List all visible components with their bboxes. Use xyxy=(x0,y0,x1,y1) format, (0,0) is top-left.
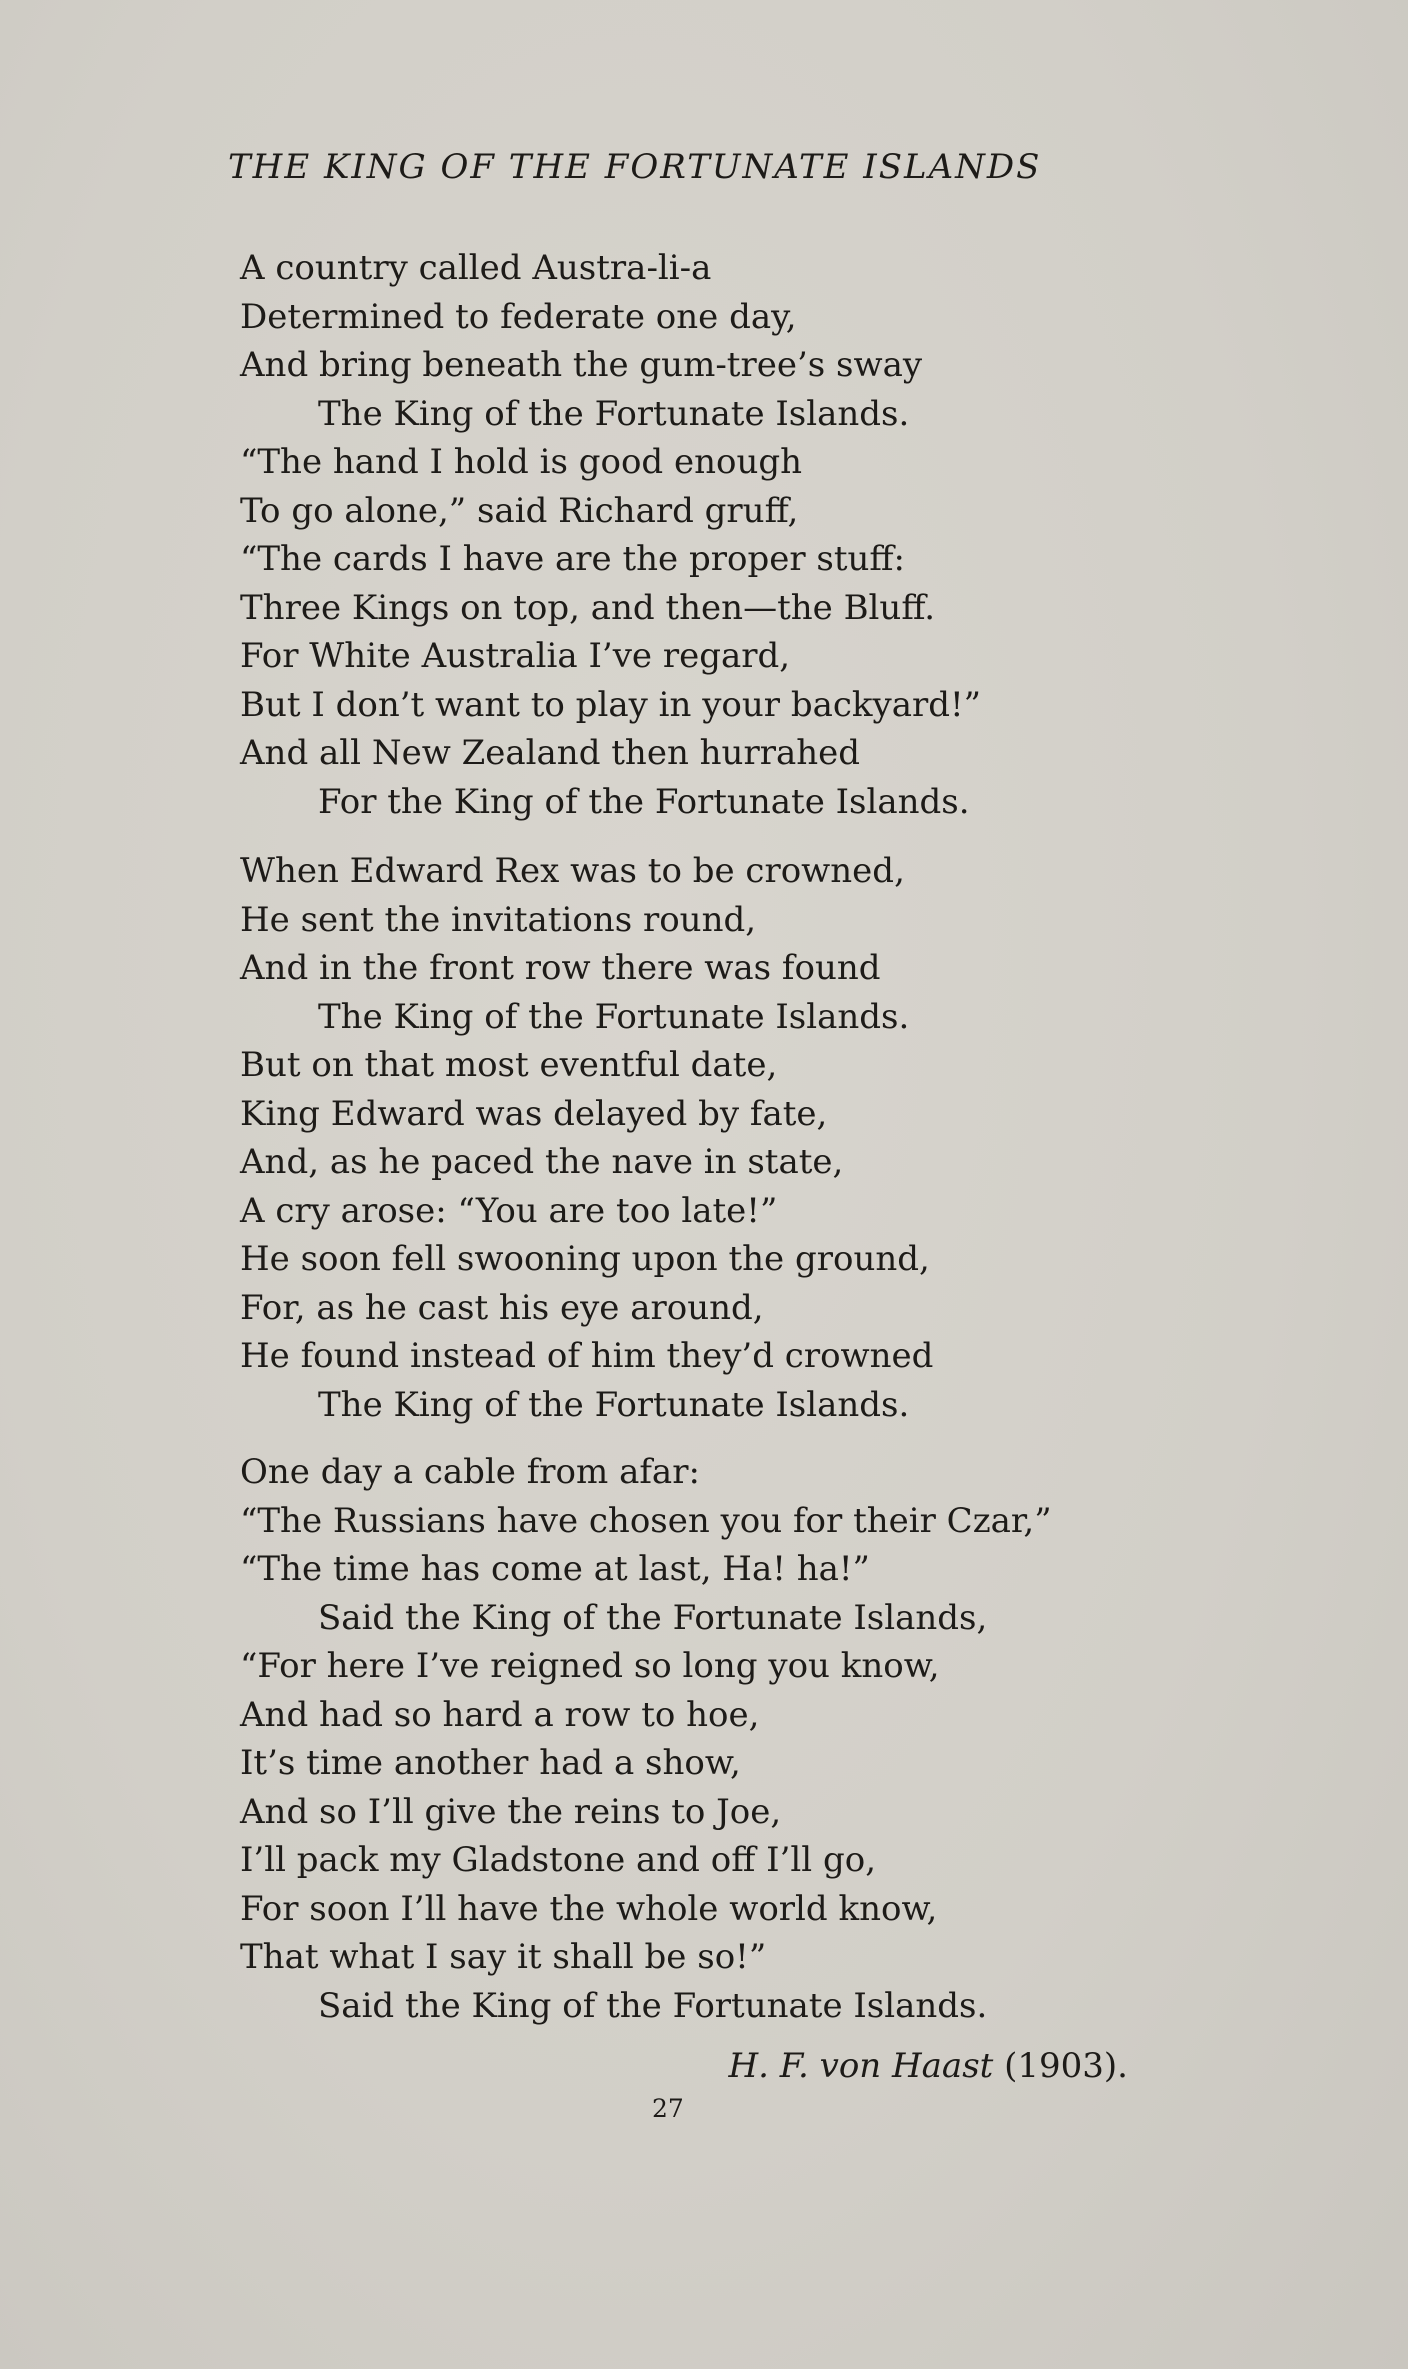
refrain-line: The King of the Fortunate Islands. xyxy=(318,1384,910,1425)
poem-line: He soon fell swooning upon the ground, xyxy=(240,1239,930,1279)
poem-line: When Edward Rex was to be crowned, xyxy=(240,851,905,891)
poem-line: “For here I’ve reigned so long you know, xyxy=(240,1646,940,1686)
publication-year: (1903). xyxy=(1004,2046,1128,2086)
poem-line: “The cards I have are the proper stuff: xyxy=(240,539,906,579)
refrain-line: Said the King of the Fortunate Islands, xyxy=(318,1597,988,1638)
poem-line: For, as he cast his eye around, xyxy=(240,1287,764,1328)
poem-line: One day a cable from afar: xyxy=(240,1452,700,1492)
poem-line: He sent the invitations round, xyxy=(240,899,757,940)
poem-line: To go alone,” said Richard gruff, xyxy=(240,490,799,531)
poem-line: I’ll pack my Gladstone and off I’ll go, xyxy=(240,1840,877,1880)
poem-line: And bring beneath the gum-tree’s sway xyxy=(240,345,923,385)
poem-line: And in the front row there was found xyxy=(240,948,881,988)
poem-line: And all New Zealand then hurrahed xyxy=(240,733,861,773)
poem-line: Determined to federate one day, xyxy=(240,296,797,337)
stanza-3 xyxy=(240,1448,1052,2030)
poem-line: “The Russians have chosen you for their Czar,” xyxy=(240,1500,1052,1541)
poem-line: King Edward was delayed by fate, xyxy=(240,1093,828,1134)
refrain-line: For the King of the Fortunate Islands. xyxy=(318,781,970,822)
attribution xyxy=(728,2042,1128,2090)
running-head: THE KING OF THE FORTUNATE ISLANDS xyxy=(228,147,1042,187)
poem-line: That what I say it shall be so!” xyxy=(240,1937,767,1977)
stanza-1 xyxy=(240,244,981,826)
poem-line: Three Kings on top, and then—the Bluff. xyxy=(240,587,936,628)
stanza-2 xyxy=(240,847,933,1429)
poem-line: He found instead of him they’d crowned xyxy=(240,1336,934,1376)
poem-line: And had so hard a row to hoe, xyxy=(240,1694,760,1735)
poem-line: “The time has come at last, Ha! ha!” xyxy=(240,1549,870,1589)
refrain-line: Said the King of the Fortunate Islands. xyxy=(318,1985,988,2026)
poem-line: A country called Austra-li-a xyxy=(240,248,712,288)
poem-line: For White Australia I’ve regard, xyxy=(240,636,791,676)
refrain-line: The King of the Fortunate Islands. xyxy=(318,393,910,434)
author-name: H. F. von Haast xyxy=(728,2046,994,2086)
refrain-line: The King of the Fortunate Islands. xyxy=(318,996,910,1037)
poem-line: But on that most eventful date, xyxy=(240,1045,778,1085)
poem-line: For soon I’ll have the whole world know, xyxy=(240,1888,938,1929)
poem-line: A cry arose: “You are too late!” xyxy=(240,1190,778,1231)
page-number: 27 xyxy=(652,2094,684,2123)
poem-line: And, as he paced the nave in state, xyxy=(240,1142,844,1182)
poem-line: But I don’t want to play in your backyard!” xyxy=(240,684,982,725)
poem-line: It’s time another had a show, xyxy=(240,1743,741,1783)
poem-line: “The hand I hold is good enough xyxy=(240,442,803,482)
poem-line: And so I’ll give the reins to Joe, xyxy=(240,1791,782,1832)
